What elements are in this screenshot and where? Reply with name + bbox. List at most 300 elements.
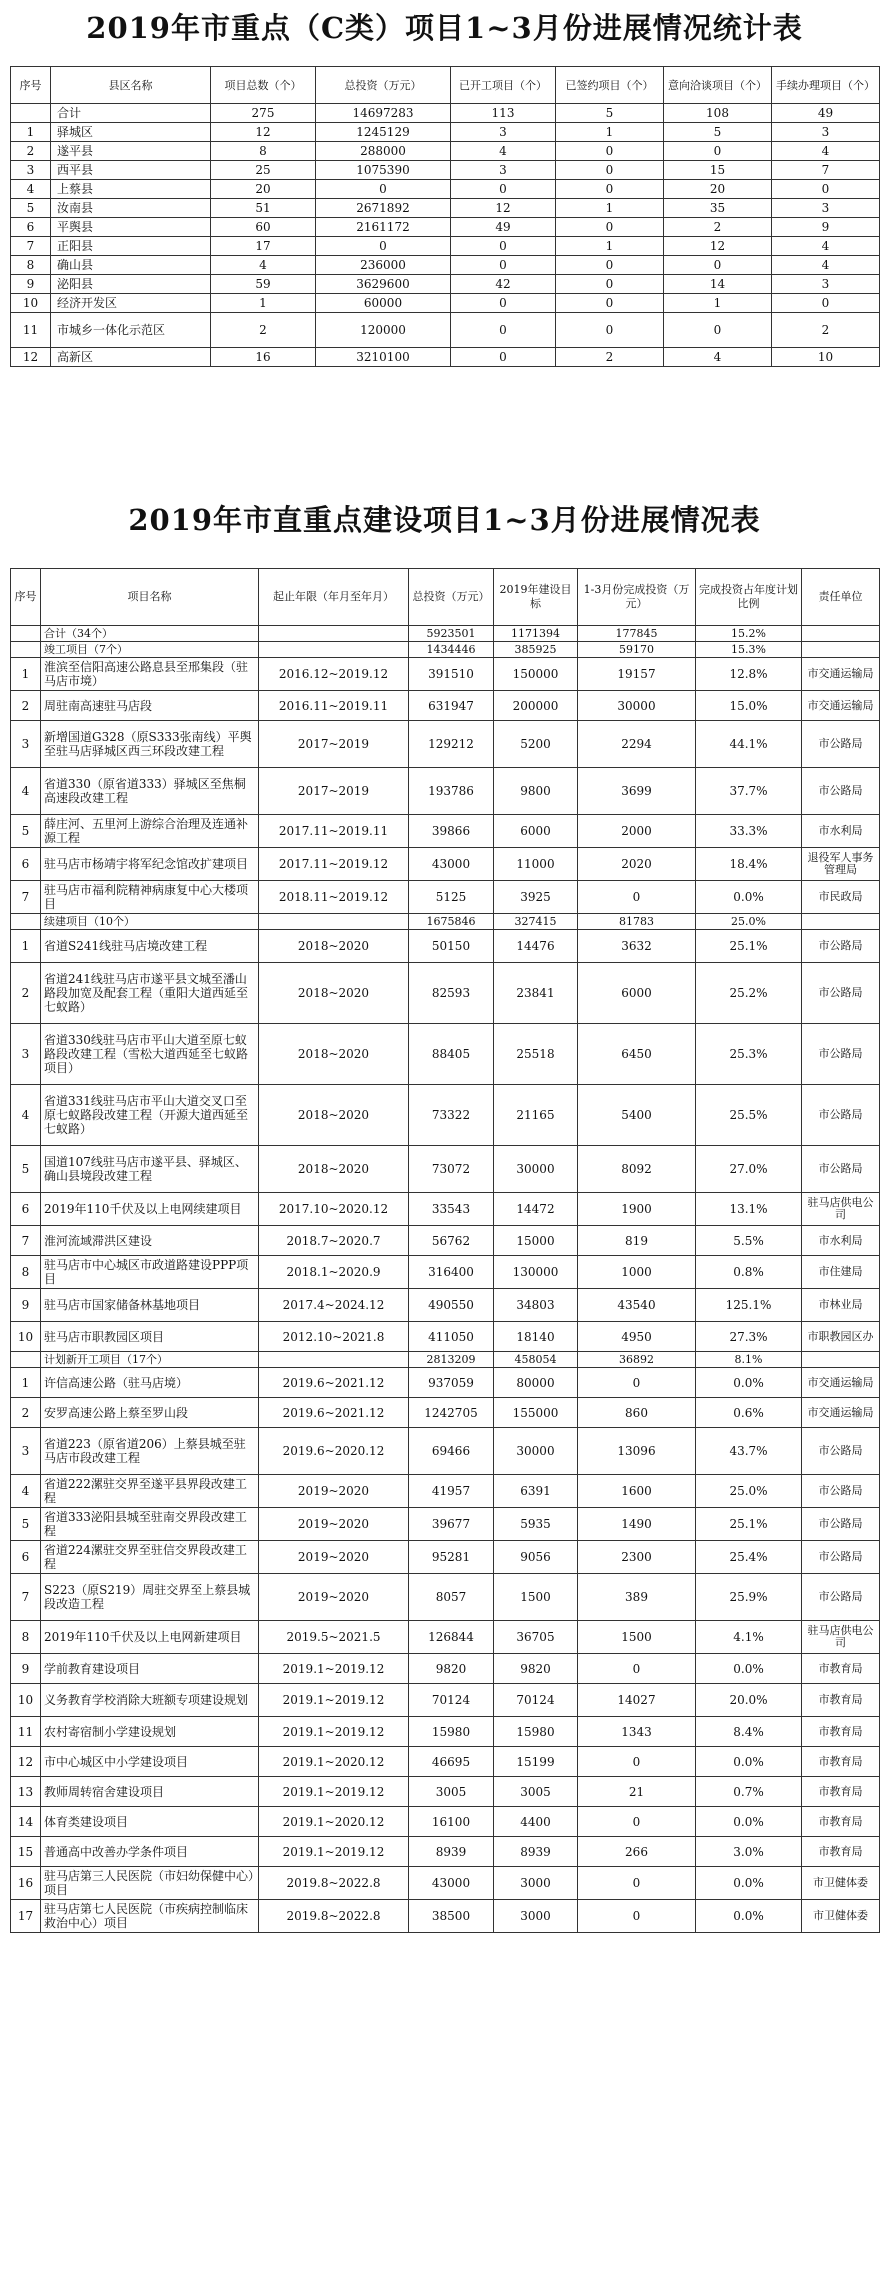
table-cell: 43.7% [696, 1428, 802, 1475]
table-cell: 20.0% [696, 1684, 802, 1717]
column-header: 已签约项目（个） [556, 67, 664, 104]
table-cell: 0.0% [696, 1807, 802, 1837]
table-cell: 108 [664, 104, 772, 123]
table-cell: 9820 [494, 1654, 578, 1684]
table-cell: 2019~2020 [259, 1508, 409, 1541]
table-cell: 1 [11, 1368, 41, 1398]
table-cell: 省道223（原省道206）上蔡县城至驻马店市段改建工程 [41, 1428, 259, 1475]
table-cell: 4 [211, 256, 316, 275]
table-cell: 泌阳县 [51, 275, 211, 294]
table-cell: 21 [578, 1777, 696, 1807]
table-row [11, 1837, 880, 1867]
table-cell: 市水利局 [802, 815, 880, 848]
table-cell: 46695 [409, 1747, 494, 1777]
table-cell: 13096 [578, 1428, 696, 1475]
table1-header-row [11, 67, 880, 104]
table-cell: 省道222漯驻交界至遂平县界段改建工程 [41, 1475, 259, 1508]
table-cell: 12 [664, 237, 772, 256]
table-cell: 6 [11, 218, 51, 237]
table-cell: 市公路局 [802, 1428, 880, 1475]
table-cell: 2 [772, 313, 880, 348]
table-cell: 0.6% [696, 1398, 802, 1428]
table-cell: 7 [11, 881, 41, 914]
table-row [11, 1368, 880, 1398]
table-cell: 省道224漯驻交界至驻信交界段改建工程 [41, 1541, 259, 1574]
table-cell: 0 [556, 180, 664, 199]
table-cell: 0 [556, 294, 664, 313]
table-cell: 59 [211, 275, 316, 294]
table-cell [11, 104, 51, 123]
table-cell: 12 [451, 199, 556, 218]
table-cell: 3632 [578, 930, 696, 963]
table-row [11, 930, 880, 963]
table-row [11, 1256, 880, 1289]
table-cell: 819 [578, 1226, 696, 1256]
table-cell: 4 [772, 237, 880, 256]
table-cell: 0.7% [696, 1777, 802, 1807]
table-cell: 3210100 [316, 348, 451, 367]
table-cell: 市水利局 [802, 1226, 880, 1256]
table-row [11, 1428, 880, 1475]
table-cell: 8939 [409, 1837, 494, 1867]
table-row [11, 294, 880, 313]
table-cell: 0.0% [696, 1747, 802, 1777]
table-cell: 3 [772, 123, 880, 142]
table-cell: 2018~2020 [259, 1146, 409, 1193]
table-cell: 25.1% [696, 1508, 802, 1541]
table-cell: 2019.1~2019.12 [259, 1837, 409, 1867]
table-cell: 竣工项目（7个） [41, 642, 259, 658]
table-cell: 193786 [409, 768, 494, 815]
table-cell: 4 [11, 1085, 41, 1146]
table-cell: 2019.1~2019.12 [259, 1717, 409, 1747]
table-cell [11, 626, 41, 642]
table-cell: 8.1% [696, 1352, 802, 1368]
table-cell: 市城乡一体化示范区 [51, 313, 211, 348]
table-cell: 1600 [578, 1475, 696, 1508]
table-cell: 1171394 [494, 626, 578, 642]
table-cell: 省道331线驻马店市平山大道交叉口至原七蚁路段改建工程（开源大道西延至七蚁路） [41, 1085, 259, 1146]
table-cell: 4 [11, 180, 51, 199]
table-row [11, 1807, 880, 1837]
table-row [11, 1747, 880, 1777]
table-cell: 1075390 [316, 161, 451, 180]
table-cell: 15 [664, 161, 772, 180]
table-cell: 7 [11, 237, 51, 256]
table-cell: 41957 [409, 1475, 494, 1508]
table-cell: 驻马店市中心城区市政道路建设PPP项目 [41, 1256, 259, 1289]
table-cell: 27.3% [696, 1322, 802, 1352]
table-cell: 0 [664, 313, 772, 348]
table-cell: 5 [11, 1146, 41, 1193]
table-row [11, 1322, 880, 1352]
table-row [11, 815, 880, 848]
table-row [11, 1574, 880, 1621]
table-cell: 1343 [578, 1717, 696, 1747]
table-cell: 0.0% [696, 1654, 802, 1684]
table-cell: 11000 [494, 848, 578, 881]
table-cell: 2018~2020 [259, 930, 409, 963]
table-cell: 确山县 [51, 256, 211, 275]
table-cell [259, 1352, 409, 1368]
city-key-project-table [10, 568, 880, 1933]
table-cell: 2017~2019 [259, 721, 409, 768]
table-cell: 2017.4~2024.12 [259, 1289, 409, 1322]
table-cell: 0 [578, 1654, 696, 1684]
table-cell: 18140 [494, 1322, 578, 1352]
table-cell: 0.0% [696, 1900, 802, 1933]
table-cell: 5 [556, 104, 664, 123]
table-cell: 19157 [578, 658, 696, 691]
table-cell: 3.0% [696, 1837, 802, 1867]
table-row [11, 313, 880, 348]
table-cell: 1900 [578, 1193, 696, 1226]
table-cell: 0 [578, 1368, 696, 1398]
table-cell: 驻马店市职教园区项目 [41, 1322, 259, 1352]
table-row [11, 199, 880, 218]
table-cell: 82593 [409, 963, 494, 1024]
table-row [11, 1541, 880, 1574]
table-cell: 327415 [494, 914, 578, 930]
table-cell: 7 [772, 161, 880, 180]
table-cell: 860 [578, 1398, 696, 1428]
table-cell: 25.3% [696, 1024, 802, 1085]
table-cell: 新增国道G328（原S333张南线）平舆至驻马店驿城区西三环段改建工程 [41, 721, 259, 768]
table-cell: 15199 [494, 1747, 578, 1777]
table-cell: 1 [11, 930, 41, 963]
table-cell: 合计 [51, 104, 211, 123]
table-cell: 14 [11, 1807, 41, 1837]
table-cell: 2019~2020 [259, 1574, 409, 1621]
table-cell: 6 [11, 848, 41, 881]
table-cell: 驻马店第七人民医院（市疾病控制临床救治中心）项目 [41, 1900, 259, 1933]
table-cell: 许信高速公路（驻马店境） [41, 1368, 259, 1398]
table-cell: 农村寄宿制小学建设规划 [41, 1717, 259, 1747]
table-cell: 0.8% [696, 1256, 802, 1289]
table-cell: 0 [664, 142, 772, 161]
table-cell: 市林业局 [802, 1289, 880, 1322]
table-row [11, 161, 880, 180]
table-cell: 2161172 [316, 218, 451, 237]
table-row [11, 848, 880, 881]
table-cell [802, 642, 880, 658]
table-cell: 1 [11, 658, 41, 691]
table-cell: 1000 [578, 1256, 696, 1289]
table-cell: 2016.12~2019.12 [259, 658, 409, 691]
table-cell: 21165 [494, 1085, 578, 1146]
table-cell: 411050 [409, 1322, 494, 1352]
table-cell: 3629600 [316, 275, 451, 294]
column-header: 意向洽谈项目（个） [664, 67, 772, 104]
table-cell: 2016.11~2019.11 [259, 691, 409, 721]
table-cell: 3 [11, 721, 41, 768]
table-cell: 2019.6~2020.12 [259, 1428, 409, 1475]
table-cell: 省道330（原省道333）驿城区至焦桐高速段改建工程 [41, 768, 259, 815]
table-row [11, 180, 880, 199]
table-cell: 14476 [494, 930, 578, 963]
table-cell: 2019.8~2022.8 [259, 1867, 409, 1900]
table-cell: 25.2% [696, 963, 802, 1024]
table-row [11, 1900, 880, 1933]
table-cell: 13.1% [696, 1193, 802, 1226]
table-row [11, 1226, 880, 1256]
table-cell: 27.0% [696, 1146, 802, 1193]
table-cell: 0.0% [696, 1368, 802, 1398]
table-cell: 130000 [494, 1256, 578, 1289]
table-cell [11, 1352, 41, 1368]
table-cell: 省道333泌阳县城至驻南交界段改建工程 [41, 1508, 259, 1541]
table-cell: 2 [11, 963, 41, 1024]
table-cell: S223（原S219）周驻交界至上蔡县城段改造工程 [41, 1574, 259, 1621]
table-cell: 6391 [494, 1475, 578, 1508]
table-cell: 2018~2020 [259, 1024, 409, 1085]
table-cell: 39677 [409, 1508, 494, 1541]
table-cell: 汝南县 [51, 199, 211, 218]
table-cell: 12 [11, 1747, 41, 1777]
table2-title: 2019年市直重点建设项目1~3月份进展情况表 [128, 503, 761, 537]
table-cell: 市公路局 [802, 768, 880, 815]
table-cell: 市公路局 [802, 1146, 880, 1193]
table-cell: 15000 [494, 1226, 578, 1256]
table-cell: 市公路局 [802, 1085, 880, 1146]
table-cell: 73322 [409, 1085, 494, 1146]
table-cell: 市公路局 [802, 963, 880, 1024]
table-row [11, 658, 880, 691]
table-cell: 3 [451, 161, 556, 180]
table-cell: 2 [556, 348, 664, 367]
table-cell: 市教育局 [802, 1837, 880, 1867]
table-cell: 2018.1~2020.9 [259, 1256, 409, 1289]
table-cell: 6 [11, 1541, 41, 1574]
table-cell: 0 [451, 294, 556, 313]
table-cell: 2017~2019 [259, 768, 409, 815]
table-cell: 937059 [409, 1368, 494, 1398]
table-cell: 市教育局 [802, 1807, 880, 1837]
table-cell: 0 [556, 256, 664, 275]
table-cell: 市卫健体委 [802, 1867, 880, 1900]
table-cell: 2019.1~2020.12 [259, 1747, 409, 1777]
table-cell: 200000 [494, 691, 578, 721]
table-cell: 10 [11, 294, 51, 313]
table-row [11, 1654, 880, 1684]
table-cell: 省道S241线驻马店境改建工程 [41, 930, 259, 963]
table-cell: 0 [451, 348, 556, 367]
table-cell: 8 [11, 1621, 41, 1654]
table-cell: 市中心城区中小学建设项目 [41, 1747, 259, 1777]
table-cell: 2671892 [316, 199, 451, 218]
group-summary-row [11, 914, 880, 930]
table-cell: 2 [11, 691, 41, 721]
table-cell: 51 [211, 199, 316, 218]
table-cell: 34803 [494, 1289, 578, 1322]
table-cell: 3 [11, 1428, 41, 1475]
table-cell: 0.0% [696, 881, 802, 914]
table-cell: 0 [578, 1900, 696, 1933]
table-cell: 学前教育建设项目 [41, 1654, 259, 1684]
table-cell: 20 [211, 180, 316, 199]
c-class-project-table [10, 66, 880, 367]
table-cell: 1 [664, 294, 772, 313]
table-row [11, 1508, 880, 1541]
column-header: 项目名称 [41, 569, 259, 626]
table-cell: 市公路局 [802, 1475, 880, 1508]
table-cell: 4 [664, 348, 772, 367]
table-cell: 市职教园区办 [802, 1322, 880, 1352]
table-cell: 9 [11, 1654, 41, 1684]
table-cell: 80000 [494, 1368, 578, 1398]
table-cell: 6000 [578, 963, 696, 1024]
table-cell: 25 [211, 161, 316, 180]
table-cell: 36892 [578, 1352, 696, 1368]
table-cell: 7 [11, 1226, 41, 1256]
table-cell: 市公路局 [802, 1024, 880, 1085]
table-cell: 2017.11~2019.12 [259, 848, 409, 881]
table-cell: 389 [578, 1574, 696, 1621]
table-row [11, 218, 880, 237]
column-header: 总投资（万元） [316, 67, 451, 104]
table-row [11, 1085, 880, 1146]
table-cell: 50150 [409, 930, 494, 963]
column-header: 序号 [11, 67, 51, 104]
table-cell: 17 [211, 237, 316, 256]
table-cell: 25.0% [696, 1475, 802, 1508]
table-cell: 市教育局 [802, 1654, 880, 1684]
table-cell: 73072 [409, 1146, 494, 1193]
table-cell: 2019~2020 [259, 1541, 409, 1574]
table-cell: 正阳县 [51, 237, 211, 256]
table-cell: 2012.10~2021.8 [259, 1322, 409, 1352]
table-cell: 33543 [409, 1193, 494, 1226]
table-cell: 70124 [409, 1684, 494, 1717]
table-cell: 236000 [316, 256, 451, 275]
table-cell: 0 [556, 161, 664, 180]
table-cell: 驻马店供电公司 [802, 1621, 880, 1654]
table-cell: 2018~2020 [259, 963, 409, 1024]
table-cell: 490550 [409, 1289, 494, 1322]
table-cell: 2019.1~2020.12 [259, 1807, 409, 1837]
table-cell: 市交通运输局 [802, 1368, 880, 1398]
table-cell: 2019.1~2019.12 [259, 1654, 409, 1684]
table-cell: 150000 [494, 658, 578, 691]
table-cell: 市卫健体委 [802, 1900, 880, 1933]
group-summary-row [11, 642, 880, 658]
table-cell: 60000 [316, 294, 451, 313]
table-cell: 2017.10~2020.12 [259, 1193, 409, 1226]
table-cell: 合计（34个） [41, 626, 259, 642]
table-row [11, 1867, 880, 1900]
table-cell: 4 [11, 768, 41, 815]
table-row [11, 1024, 880, 1085]
table-cell: 49 [772, 104, 880, 123]
table-cell: 9056 [494, 1541, 578, 1574]
table-cell: 43000 [409, 1867, 494, 1900]
table-cell: 6000 [494, 815, 578, 848]
table-cell: 5935 [494, 1508, 578, 1541]
table-cell: 9800 [494, 768, 578, 815]
table-cell: 35 [664, 199, 772, 218]
table-cell: 15.0% [696, 691, 802, 721]
table-cell: 0 [451, 313, 556, 348]
table-cell: 1 [556, 199, 664, 218]
table-cell: 2294 [578, 721, 696, 768]
table-cell: 5 [11, 199, 51, 218]
table-cell: 2019.6~2021.12 [259, 1398, 409, 1428]
table-cell: 5125 [409, 881, 494, 914]
table-cell: 9820 [409, 1654, 494, 1684]
table-cell: 1500 [578, 1621, 696, 1654]
table-cell: 36705 [494, 1621, 578, 1654]
table-cell: 安罗高速公路上蔡至罗山段 [41, 1398, 259, 1428]
table-row [11, 1777, 880, 1807]
table-row [11, 348, 880, 367]
table-cell: 0 [556, 313, 664, 348]
table-cell [11, 642, 41, 658]
table-cell: 2019.1~2019.12 [259, 1777, 409, 1807]
table-row [11, 691, 880, 721]
column-header: 县区名称 [51, 67, 211, 104]
table-cell: 59170 [578, 642, 696, 658]
table-cell: 458054 [494, 1352, 578, 1368]
table-cell: 市教育局 [802, 1717, 880, 1747]
table-cell: 4 [772, 256, 880, 275]
table-cell: 8057 [409, 1574, 494, 1621]
table-cell: 计划新开工项目（17个） [41, 1352, 259, 1368]
table-cell: 1 [556, 237, 664, 256]
table-cell: 3925 [494, 881, 578, 914]
table-cell: 8 [211, 142, 316, 161]
table-cell: 15980 [409, 1717, 494, 1747]
table-cell: 4 [772, 142, 880, 161]
column-header: 总投资（万元） [409, 569, 494, 626]
table-cell: 驻马店市杨靖宇将军纪念馆改扩建项目 [41, 848, 259, 881]
table-cell: 市交通运输局 [802, 691, 880, 721]
table-cell: 10 [11, 1684, 41, 1717]
table-row [11, 1684, 880, 1717]
table-cell: 省道330线驻马店市平山大道至原七蚁路段改建工程（雪松大道西延至七蚁路项目） [41, 1024, 259, 1085]
table-cell: 0 [578, 881, 696, 914]
table-cell: 国道107线驻马店市遂平县、驿城区、确山县境段改建工程 [41, 1146, 259, 1193]
table-cell: 2020 [578, 848, 696, 881]
table-cell: 177845 [578, 626, 696, 642]
table-cell: 266 [578, 1837, 696, 1867]
table-cell: 3 [11, 161, 51, 180]
table-cell: 退役军人事务管理局 [802, 848, 880, 881]
table-cell [11, 914, 41, 930]
table-cell: 0 [664, 256, 772, 275]
table-cell: 1 [11, 123, 51, 142]
column-header: 项目总数（个） [211, 67, 316, 104]
table-cell: 2 [664, 218, 772, 237]
table-row [11, 1398, 880, 1428]
table-cell: 5.5% [696, 1226, 802, 1256]
table2-header-row [11, 569, 880, 626]
table-cell: 6 [11, 1193, 41, 1226]
table-cell: 0 [451, 237, 556, 256]
table-cell: 3000 [494, 1900, 578, 1933]
table-cell: 126844 [409, 1621, 494, 1654]
total-row [11, 104, 880, 123]
group-summary-row [11, 1352, 880, 1368]
table-cell: 1675846 [409, 914, 494, 930]
table-cell: 16100 [409, 1807, 494, 1837]
table-cell: 3 [11, 1024, 41, 1085]
table-cell: 5 [11, 815, 41, 848]
table-cell: 2300 [578, 1541, 696, 1574]
table-cell: 275 [211, 104, 316, 123]
table-cell: 省道241线驻马店市遂平县文城至潘山路段加宽及配套工程（重阳大道西延至七蚁路） [41, 963, 259, 1024]
table-cell: 4 [11, 1475, 41, 1508]
table-cell: 普通高中改善办学条件项目 [41, 1837, 259, 1867]
